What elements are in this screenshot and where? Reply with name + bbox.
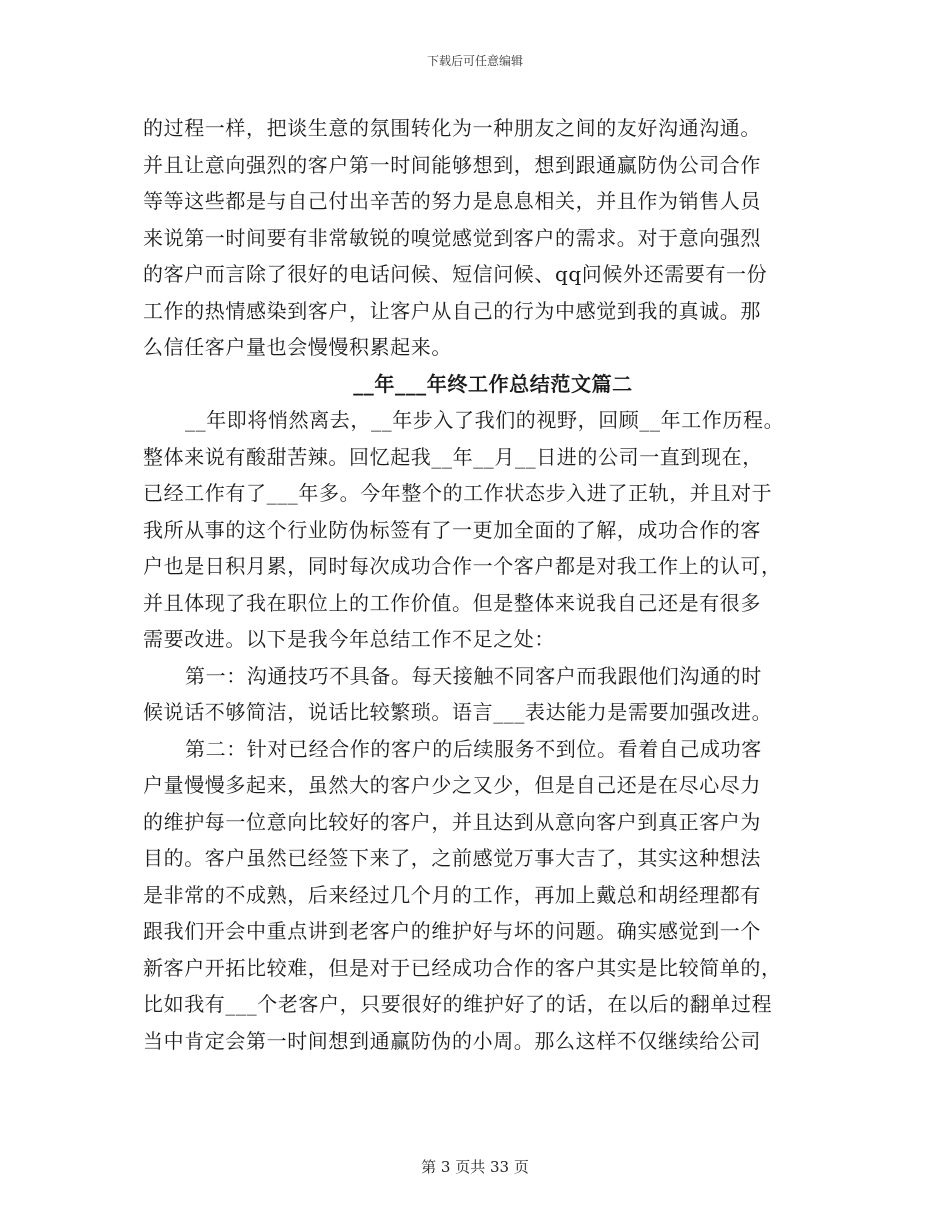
body-line: 并且体现了我在职位上的工作价值。但是整体来说我自己还是有很多 (143, 590, 761, 615)
page-number: 第 3 页共 33 页 (421, 1158, 529, 1176)
body-line: 当中肯定会第一时间想到通赢防伪的小周。那么这样不仅继续给公司 (143, 1028, 761, 1053)
body-line: 候说话不够简洁，说话比较繁琐。语言___表达能力是需要加强改进。 (143, 700, 773, 724)
body-line: 是非常的不成熟，后来经过几个月的工作，再加上戴总和胡经理都有 (143, 882, 761, 907)
body-line: 整体来说有酸甜苦辣。回忆起我__年__月__日进的公司一直到现在， (143, 444, 763, 469)
body-line: 第二：针对已经合作的客户的后续服务不到位。看着自己成功客 (185, 736, 762, 761)
section-title: __年___年终工作总结范文篇二 (353, 371, 633, 396)
body-line: __年即将悄然离去，__年步入了我们的视野，回顾__年工作历程。 (185, 408, 785, 432)
body-line: 跟我们开会中重点讲到老客户的维护好与坏的问题。确实感觉到一个 (143, 919, 761, 943)
body-line: 工作的热情感染到客户，让客户从自己的行为中感觉到我的真诚。那 (143, 298, 761, 323)
body-line: 的维护每一位意向比较好的客户，并且达到从意向客户到真正客户为 (143, 809, 761, 834)
body-line: 需要改进。以下是我今年总结工作不足之处： (143, 627, 555, 651)
body-line: 的客户而言除了很好的电话问候、短信问候、qq问候外还需要有一份 (143, 262, 768, 286)
document-body (143, 110, 813, 1059)
body-line: 新客户开拓比较难，但是对于已经成功合作的客户其实是比较简单的， (143, 955, 782, 980)
body-line: 等等这些都是与自己付出辛苦的努力是息息相关，并且作为销售人员 (143, 189, 761, 213)
body-line: 么信任客户量也会慢慢积累起来。 (143, 335, 452, 359)
page-header: 下载后可任意编辑 (426, 54, 523, 68)
body-line: 我所从事的这个行业防伪标签有了一更加全面的了解，成功合作的客 (143, 517, 761, 542)
body-line: 户也是日积月累，同时每次成功合作一个客户都是对我工作上的认可， (143, 554, 782, 578)
body-line: 第一：沟通技巧不具备。每天接触不同客户而我跟他们沟通的时 (185, 663, 762, 688)
body-line: 已经工作有了___年多。今年整个的工作状态步入进了正轨，并且对于 (143, 481, 773, 505)
body-line: 的过程一样，把谈生意的氛围转化为一种朋友之间的友好沟通沟通。 (143, 116, 761, 140)
body-line: 目的。客户虽然已经签下来了，之前感觉万事大吉了，其实这种想法 (143, 846, 761, 870)
body-line: 并且让意向强烈的客户第一时间能够想到，想到跟通赢防伪公司合作 (143, 152, 761, 177)
body-line: 来说第一时间要有非常敏锐的嗅觉感觉到客户的需求。对于意向强烈 (143, 225, 761, 250)
body-line: 比如我有___个老客户，只要很好的维护好了的话，在以后的翻单过程 (143, 992, 773, 1016)
body-line: 户量慢慢多起来，虽然大的客户少之又少，但是自己还是在尽心尽力 (143, 773, 761, 797)
